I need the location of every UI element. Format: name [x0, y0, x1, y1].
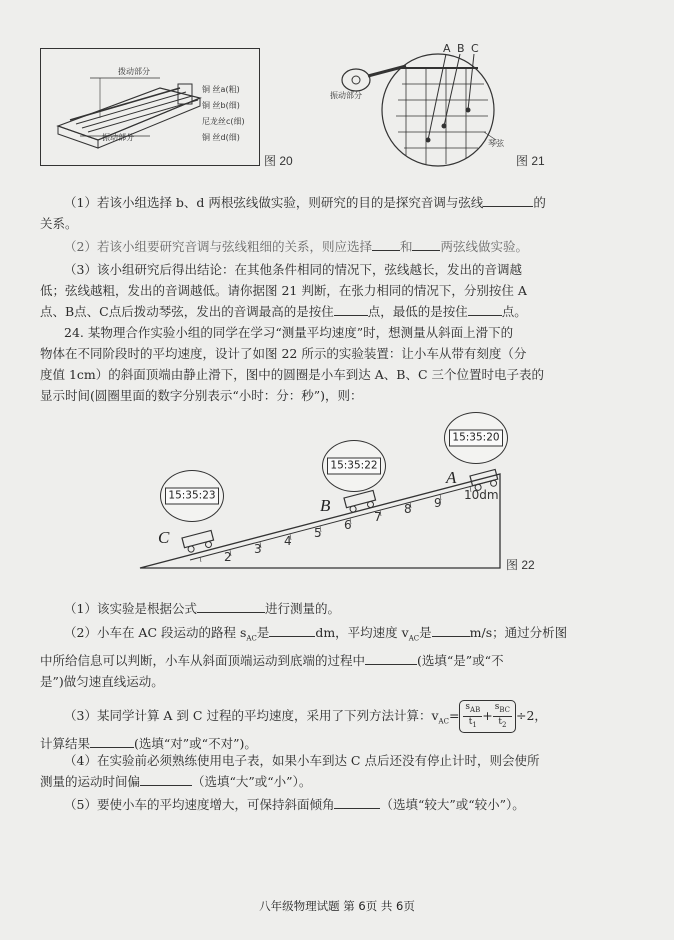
figure-21 [328, 40, 578, 168]
string-d-label: 铜 丝d(细) [202, 133, 240, 142]
label-vibrate-part: 振动部分 [102, 133, 134, 142]
q24-part2-text-e: m/s；通过分析图 [469, 625, 568, 640]
q24-part4-text-b: 测量的运动时间偏 [40, 774, 141, 789]
blank [334, 302, 368, 316]
blank [269, 623, 315, 637]
figure-20 [40, 48, 298, 166]
scale-label: 2 [224, 550, 232, 564]
point-label-c: C [471, 42, 479, 55]
q23-part3-text-c: 点、B点、C点后拨动琴弦，发出的音调最高的是按住 [40, 304, 334, 319]
q24-part2-text-c: dm，平均速度 v [315, 625, 409, 640]
q23-part3-text: （3）该小组研究后得出结论：在其他条件相同的情况下，弦线越长，发出的音调越 [64, 262, 522, 277]
q24-part2-text-d: 是 [419, 625, 432, 640]
q24-part1 [40, 598, 636, 619]
blank [90, 734, 134, 748]
clock-c-time: 15:35:23 [165, 488, 219, 505]
q23-part3-text-b: 低；弦线越粗，发出的音调越低。请你据图 21 判断，在张力相同的情况下，分别按住 A [40, 283, 527, 298]
clock-b-time: 15:35:22 [327, 458, 381, 475]
q24-part2-text: （2）小车在 AC 段运动的路程 s [64, 625, 247, 640]
string-c-label: 尼龙丝c(细) [202, 117, 245, 126]
blank [197, 599, 265, 613]
point-c-label: C [158, 528, 170, 547]
q23-part2 [40, 236, 636, 257]
frac2-num-sub: BC [499, 705, 510, 714]
q24-part4-text: （4）在实验前必须熟练使用电子表，如果小车到达 C 点后还没有停止计时，则会使所 [64, 753, 540, 768]
scale-label: 7 [374, 510, 382, 524]
point-b-label: B [320, 496, 331, 515]
label-pluck-part: 拨动部分 [118, 67, 150, 76]
q23-part2-text: （2）若该小组要研究音调与弦线粗细的关系，则应选择 [64, 239, 372, 254]
subscript-ac: AC [246, 634, 257, 643]
point-label-b: B [457, 42, 465, 55]
subscript-ac: AC [408, 634, 420, 643]
scale-label: 8 [404, 502, 412, 516]
scale-label: 6 [344, 518, 352, 532]
blank [365, 651, 417, 665]
label-string: 琴弦 [488, 139, 504, 148]
scale-label: 10dm [464, 488, 499, 502]
frac1-den: t [468, 716, 473, 727]
frac2-den-sub: 2 [501, 720, 507, 729]
q24-part4-text-c: （选填“大”或“小”）。 [192, 774, 312, 789]
q24-part2-text-g: (选填“是”或“不 [417, 652, 504, 668]
label-vibrate-part-21: 振动部分 [330, 91, 362, 100]
clock-a [444, 412, 508, 464]
formula-bracket [459, 700, 516, 733]
q24-part2-text-h: 是”)做匀速直线运动。 [40, 673, 164, 689]
q23-part1-text-b: 的 [533, 195, 546, 210]
clock-a-time: 15:35:20 [449, 430, 503, 447]
q23-part1-text: （1）若该小组选择 b、d 两根弦线做实验，则研究的目的是探究音调与弦线 [64, 195, 484, 210]
frac1-num-sub: AB [470, 705, 481, 714]
q24-part2 [40, 622, 636, 692]
q24-intro [40, 322, 636, 406]
q24-intro-line2: 物体在不同阶段时的平均速度，设计了如图 22 所示的实验装置：让小车从带有刻度（分 [40, 346, 527, 361]
q24-part3-text-d: 计算结果 [40, 735, 91, 751]
blank [483, 193, 533, 207]
q24-part3-text-e: (选填“对”或“不对”)。 [134, 735, 257, 751]
q24-intro-line4: 显示时间(圆圈里面的数字分别表示“小时：分：秒”)，则： [40, 388, 363, 403]
q24-intro-line1: 24. 某物理合作实验小组的同学在学习“测量平均速度”时，想测量从斜面上滑下的 [64, 325, 514, 340]
q23-part3-text-e: 点。 [501, 304, 527, 319]
q24-part5-text-b: （选填“较大”或“较小”）。 [380, 797, 525, 812]
q24-intro-line3: 度值 1cm）的斜面顶端由静止滑下，图中的圆圈是小车到达 A、B、C 三个位置时电子表的 [40, 367, 545, 382]
point-a-label: A [446, 468, 457, 487]
string-b-label: 铜 丝b(细) [202, 101, 240, 110]
scale-label: 9 [434, 496, 442, 510]
blank [432, 623, 470, 637]
frac2-num: s [494, 702, 500, 712]
q24-part4 [40, 750, 636, 792]
q23-part3-text-d: 点，最低的是按住 [367, 304, 468, 319]
q24-part3-text: （3）某同学计算 A 到 C 过程的平均速度，采用了下列方法计算：v [64, 707, 439, 723]
blank [468, 302, 502, 316]
q23-part2-text-b: 和 [399, 239, 413, 254]
page-footer: 八年级物理试题 第 6页 共 6页 [259, 899, 415, 913]
fraction-bc [493, 702, 512, 731]
q24-part3-equals: = [448, 707, 460, 723]
clock-b [322, 440, 386, 492]
string-a-label: 铜 丝a(粗) [202, 85, 240, 94]
q24-part5-text: （5）要使小车的平均速度增大，可保持斜面倾角 [64, 797, 335, 812]
figure-22-caption: 图 22 [506, 558, 535, 572]
figure-21-caption: 图 21 [516, 154, 545, 168]
q24-part2-text-b: 是 [256, 625, 270, 640]
blank [412, 237, 440, 251]
q24-part1-text: （1）该实验是根据公式 [64, 601, 197, 616]
blank [140, 772, 192, 786]
q24-part5 [40, 794, 636, 815]
q23-part1-text-c: 关系。 [40, 216, 78, 231]
scale-label: 4 [284, 534, 292, 548]
clock-c [160, 470, 224, 522]
formula-plus: + [482, 707, 493, 723]
q23-part3 [40, 259, 636, 322]
frac2-den: t [498, 716, 502, 727]
scale-label: 5 [314, 526, 322, 540]
fraction-ab [463, 702, 482, 731]
scale-label: 3 [254, 542, 262, 556]
blank [334, 795, 380, 809]
q24-part3-text-c: ÷2， [516, 707, 547, 723]
frac1-num: s [465, 702, 471, 712]
q23-part1 [40, 192, 636, 234]
q23-part2-text-c: 两弦线做实验。 [440, 239, 528, 254]
frac1-den-sub: 1 [472, 720, 477, 729]
q24-part2-text-f: 中所给信息可以判断，小车从斜面顶端运动到底端的过程中 [40, 652, 366, 668]
q24-part3 [40, 700, 636, 754]
figure-22 [130, 420, 550, 580]
figure-20-caption: 图 20 [264, 154, 293, 168]
subscript-ac: AC [438, 717, 449, 726]
blank [372, 237, 400, 251]
point-label-a: A [443, 42, 451, 55]
q24-part1-text-b: 进行测量的。 [264, 601, 340, 616]
